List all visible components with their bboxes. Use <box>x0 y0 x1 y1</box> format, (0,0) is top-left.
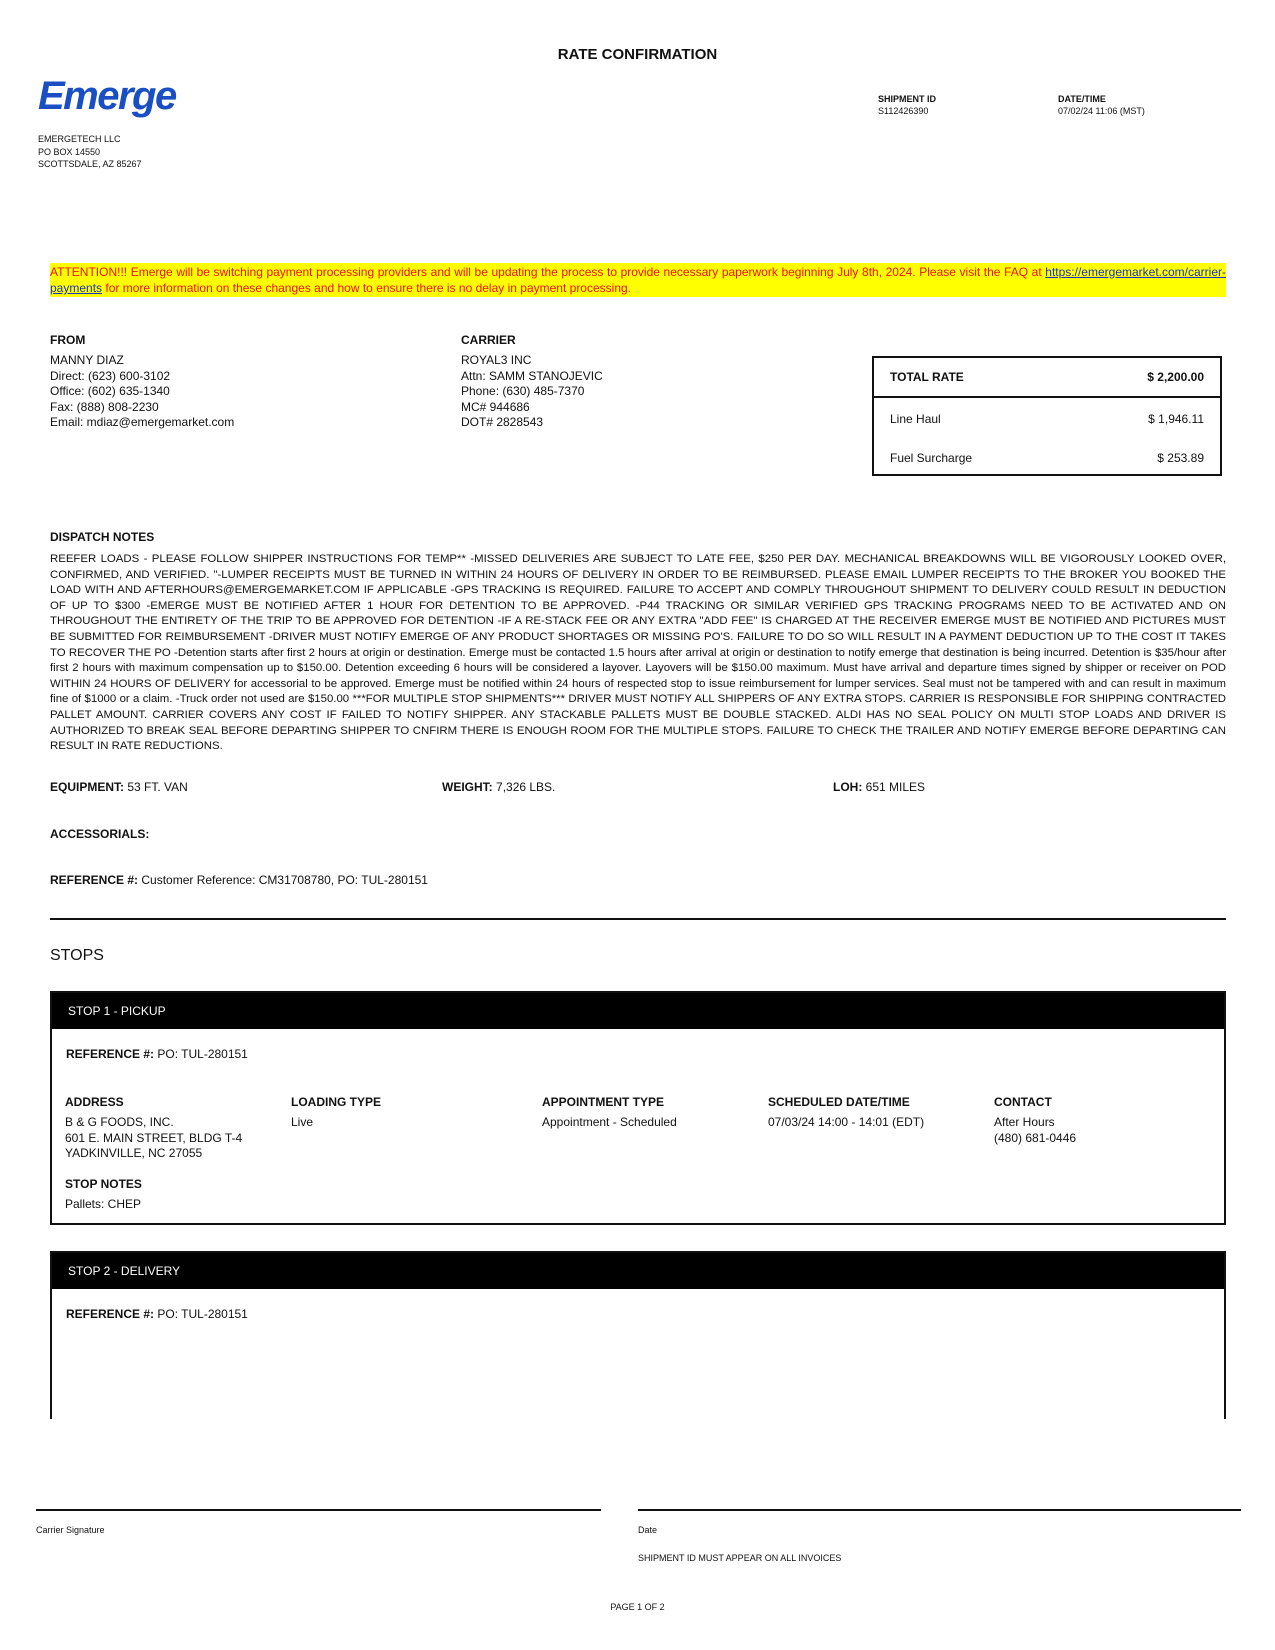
date-line <box>638 1509 1241 1511</box>
total-rate-value: $ 2,200.00 <box>1147 370 1204 384</box>
stop-1-loading-type <box>291 1095 381 1131</box>
total-rate-label: TOTAL RATE <box>890 370 964 384</box>
carrier-signature-label: Carrier Signature <box>36 1525 105 1535</box>
attention-text: ATTENTION!!! Emerge will be switching payment processing providers and will be updating the process to provide necessary paperwork beginning July 8th, 2024. Please visit the FAQ at <box>50 265 1046 279</box>
appointment-type-label: APPOINTMENT TYPE <box>542 1095 665 1109</box>
contact-label: CONTACT <box>994 1095 1052 1109</box>
fuel-surcharge-row <box>890 451 1204 465</box>
stop-1-scheduled <box>768 1095 924 1131</box>
stop-1-notes <box>65 1177 142 1213</box>
company-city: SCOTTSDALE, AZ 85267 <box>38 159 142 169</box>
company-name: EMERGETECH LLC <box>38 134 121 144</box>
rate-divider <box>874 396 1220 398</box>
stop-1-appointment-type <box>542 1095 677 1131</box>
dispatch-notes-text: REEFER LOADS - PLEASE FOLLOW SHIPPER INSTRUCTIONS FOR TEMP** -MISSED DELIVERIES ARE SUBJECT TO LATE FEE, $250 PER DAY. MECHANICAL BREAKDOWNS WILL BE VIGOROUSLY LOOKED OVER, CONFIRMED, AND VERIFIED. "-LUMPER RECEIPTS MUST BE TURNED IN WITHIN 24 HOURS OF DELIVERY IN ORDER TO BE REIMBURSED. PLEASE EMAIL LUMPER RECEIPTS TO THE BROKER YOU BOOKED THE LOAD WITH AND AFTERHOURS@EMERGEMARKET.COM IF APPLICABLE -GPS TRACKING IS REQUIRED. FAILURE TO ACCEPT AND COMPLY THROUGHOUT SHIPMENT TO DELIVERY COULD RESULT IN DEDUCTION OF UP TO $300 -EMERGE MUST BE NOTIFIED AFTER 1 HOUR FOR DETENTION TO BE APPROVED. -P44 TRACKING OR SIMILAR VERIFIED GPS TRACKING PROGRAMS NEED TO BE ACTIVATED AND ON THROUGHOUT THE ENTIRETY OF THE TRIP TO BE APPROVED FOR DETENTION -IF A RE-STACK FEE OR ANY EXTRA "ADD FEE" IS CHARGED AT THE RECEIVER EMERGE MUST BE NOTIFIED AND PICTURES MUST BE SUBMITTED FOR REIMBURSEMENT -DRIVER MUST NOTIFY EMERGE OF ANY PRODUCT SHORTAGES OR MISSING PO'S. FAILURE TO DO SO WILL RESULT IN A PAYMENT DEDUCTION UP TO THE COST IT TAKES TO RECOVER THE PO -Detention starts after first 2 hours at origin or destination. Emerge must be contacted 1.5 hours after arrival at origin or destination to notify emerge that destination is being incurred. Detention is $35/hour after first 2 hours with maximum compensation up to $150.00. Detention exceeding 6 hours will be considered a layover. Layovers will be $150.00 maximum. Must have arrival and departure times signed by shipper or receiver on POD WITHIN 24 HOURS OF DELIVERY for accessorial to be approved. Emerge must be notified within 24 hours of respected stop to issue reimbursement for lumper services. Seal must not be tampered with and can result in maximum fine of $1000 or a claim. -Truck order not used are $150.00 ***FOR MULTIPLE STOP SHIPMENTS*** DRIVER MUST NOTIFY ALL SHIPPERS OF ANY EXTRA STOPS. CARRIER IS RESPONSIBLE FOR SHIPPING CONTRACTED PALLET AMOUNT. CARRIER COVERS ANY COST IF FAILED TO NOTIFY SHIPPER. ANY STACKABLE PALLETS MUST BE DOUBLE STACKED. ALDI HAS NO SEAL POLICY ON MULTI STOP LOADS AND DRIVER IS AUTHORIZED TO BREAK SEAL BEFORE DEPARTING SHIPPER TO CNFIRM THERE IS ENOUGH ROOM FOR THE MULTIPLE STOPS. FAILURE TO CHECK THE TRAILER AND NOTIFY EMERGE BEFORE DEPARTING CAN RESULT IN RATE REDUCTIONS. <box>50 553 1226 753</box>
carrier-phone: Phone: (630) 485-7370 <box>461 384 585 398</box>
datetime-block <box>1058 94 1145 116</box>
accessorials-label: ACCESSORIALS: <box>50 827 150 841</box>
reference-value: Customer Reference: CM31708780, PO: TUL-280151 <box>141 873 428 887</box>
shipment-id-block <box>878 94 936 116</box>
date-label: Date <box>638 1525 658 1535</box>
loading-type-label: LOADING TYPE <box>291 1095 382 1109</box>
weight-label: WEIGHT: <box>442 780 493 794</box>
from-direct: Direct: (623) 600-3102 <box>50 368 171 383</box>
weight-value: 7,326 LBS. <box>496 780 556 794</box>
reference-field <box>50 873 428 889</box>
loading-type-value: Live <box>291 1115 314 1129</box>
stops-title: STOPS <box>50 947 104 964</box>
equipment-value: 53 FT. VAN <box>127 780 188 794</box>
scheduled-value: 07/03/24 14:00 - 14:01 (EDT) <box>768 1115 925 1129</box>
stop-1-header: STOP 1 - PICKUP <box>52 993 1224 1029</box>
stop-1-address <box>65 1095 242 1162</box>
address-label: ADDRESS <box>65 1095 124 1109</box>
weight-field <box>442 780 555 796</box>
carrier-mc: MC# 944686 <box>461 399 530 414</box>
datetime-value: 07/02/24 11:06 (MST) <box>1058 106 1145 116</box>
equipment-label: EQUIPMENT: <box>50 780 125 794</box>
equipment-field <box>50 780 188 796</box>
contact-value <box>994 1115 1076 1146</box>
loh-value: 651 MILES <box>865 780 926 794</box>
from-label: FROM <box>50 333 86 347</box>
dispatch-notes-label: DISPATCH NOTES <box>50 530 155 544</box>
stop-1-reference-value: PO: TUL-280151 <box>157 1047 248 1061</box>
document-title: RATE CONFIRMATION <box>557 46 718 63</box>
address-company: B & G FOODS, INC. <box>65 1115 174 1129</box>
carrier-payments-link[interactable]: https://emergemarket.com/carrier-payments <box>50 265 1226 295</box>
appointment-type-value: Appointment - Scheduled <box>542 1115 677 1129</box>
stop-2-reference <box>66 1307 248 1323</box>
shipment-id-value: S112426390 <box>878 106 929 116</box>
from-office: Office: (602) 635-1340 <box>50 384 170 398</box>
stop-2-header: STOP 2 - DELIVERY <box>52 1253 1224 1289</box>
rate-box <box>872 356 1222 476</box>
carrier-label: CARRIER <box>461 333 516 347</box>
stop-notes-label: STOP NOTES <box>65 1177 142 1191</box>
reference-label: REFERENCE #: <box>50 873 139 887</box>
attention-banner <box>50 263 1226 297</box>
datetime-label: DATE/TIME <box>1058 94 1106 104</box>
loh-field <box>833 780 925 796</box>
fuel-surcharge-value: $ 253.89 <box>1157 451 1204 465</box>
scheduled-label: SCHEDULED DATE/TIME <box>768 1095 910 1109</box>
address-value <box>65 1115 242 1162</box>
contact-name: After Hours <box>994 1115 1055 1129</box>
total-rate-row <box>890 370 1204 384</box>
page-number: PAGE 1 OF 2 <box>610 1602 665 1612</box>
stop-2-card <box>50 1251 1226 1419</box>
line-haul-value: $ 1,946.11 <box>1148 412 1204 426</box>
address-city: YADKINVILLE, NC 27055 <box>65 1146 203 1160</box>
stop-2-reference-value: PO: TUL-280151 <box>157 1307 248 1321</box>
section-divider <box>50 918 1226 920</box>
stop-1-card <box>50 991 1226 1225</box>
carrier-attn: Attn: SAMM STANOJEVIC <box>461 368 603 383</box>
carrier-block <box>461 353 603 431</box>
invoice-notice: SHIPMENT ID MUST APPEAR ON ALL INVOICES <box>638 1553 842 1563</box>
from-fax: Fax: (888) 808-2230 <box>50 399 159 414</box>
company-po-box: PO BOX 14550 <box>38 146 101 157</box>
line-haul-row <box>890 412 1204 426</box>
from-block <box>50 353 234 431</box>
company-address <box>38 133 142 171</box>
stop-1-reference <box>66 1047 248 1063</box>
address-street: 601 E. MAIN STREET, BLDG T-4 <box>65 1130 243 1145</box>
from-email: Email: mdiaz@emergemarket.com <box>50 415 235 429</box>
from-name: MANNY DIAZ <box>50 353 124 367</box>
emerge-logo: Emerge <box>38 74 176 118</box>
attention-text-end: for more information on these changes and how to ensure there is no delay in payment processing. <box>102 281 632 295</box>
carrier-signature-line <box>36 1509 601 1511</box>
loh-label: LOH: <box>833 780 863 794</box>
stop-1-reference-label: REFERENCE #: <box>66 1047 155 1061</box>
carrier-name: ROYAL3 INC <box>461 353 532 367</box>
carrier-dot: DOT# 2828543 <box>461 415 544 429</box>
fuel-surcharge-label: Fuel Surcharge <box>890 451 973 465</box>
line-haul-label: Line Haul <box>890 412 941 426</box>
stop-1-contact <box>994 1095 1076 1146</box>
stop-2-reference-label: REFERENCE #: <box>66 1307 155 1321</box>
stop-notes-value: Pallets: CHEP <box>65 1197 142 1211</box>
contact-phone: (480) 681-0446 <box>994 1130 1077 1145</box>
shipment-id-label: SHIPMENT ID <box>878 94 937 104</box>
